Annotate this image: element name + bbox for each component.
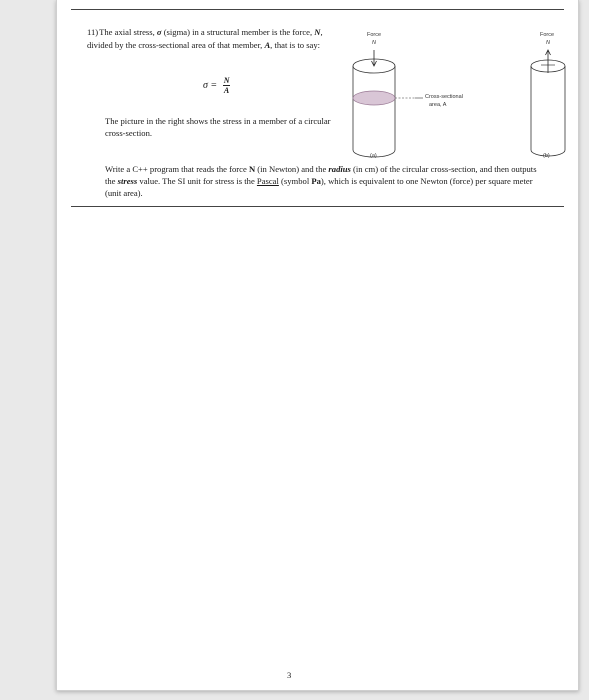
- pascal-symbol: Pa: [311, 176, 321, 186]
- cylinder-a: [353, 50, 423, 157]
- top-rule: [71, 9, 564, 10]
- area-label-line-2: area, A: [429, 102, 447, 108]
- task-radius: radius: [328, 164, 351, 174]
- cylinder-b: [531, 50, 565, 156]
- pascal-link[interactable]: Pascal: [256, 176, 279, 186]
- task-text-3: (in cm) of the circular cross-section, and then outputs the: [105, 164, 537, 186]
- task-force-symbol: N: [248, 164, 256, 174]
- page-number: 3: [287, 670, 292, 680]
- task-text-6: ), which is equivalent to one Newton (force) per square meter (unit area).: [105, 176, 533, 198]
- task-text-5: (symbol: [278, 176, 312, 186]
- area-symbol: A: [264, 40, 271, 50]
- problem-statement: [87, 26, 327, 52]
- area-label-line-1: Cross-sectional: [425, 94, 463, 100]
- caption-b: (b): [543, 153, 550, 159]
- task-text-2: (in Newton) and the: [255, 164, 329, 174]
- caption-a: (a): [370, 153, 377, 159]
- document-page: [56, 0, 579, 691]
- problem-number: 11): [87, 27, 99, 37]
- force-var-b: N: [546, 40, 550, 46]
- task-text-1: Write a C++ program that reads the force: [105, 164, 249, 174]
- intro-text-2: (sigma) in a structural member is the force,: [161, 27, 315, 37]
- sigma-symbol: σ: [156, 27, 162, 37]
- stress-formula: [203, 76, 230, 95]
- bottom-rule: [71, 206, 564, 207]
- task-text-4: value. The SI unit for stress is the: [137, 176, 257, 186]
- intro-text-1: The axial stress,: [99, 27, 157, 37]
- intro-text-4: , that is to say:: [270, 40, 321, 50]
- formula-denominator: A: [223, 86, 230, 95]
- force-symbol: N: [314, 27, 321, 37]
- force-label-a: Force: [367, 32, 382, 38]
- formula-fraction: [223, 76, 231, 95]
- picture-description: The picture in the right shows the stress in a member of a circular cross-section.: [105, 116, 331, 138]
- force-label-b: Force: [540, 32, 555, 38]
- intro-text-3: , divided by the cross-sectional area of that member,: [87, 27, 323, 50]
- task-stress: stress: [117, 176, 138, 186]
- cylinder-figure: [337, 28, 567, 163]
- formula-lhs: σ =: [203, 79, 218, 91]
- formula-numerator: N: [223, 76, 230, 85]
- task-statement: [105, 163, 545, 199]
- cross-section-ellipse: [353, 91, 395, 105]
- force-var-a: N: [372, 40, 376, 46]
